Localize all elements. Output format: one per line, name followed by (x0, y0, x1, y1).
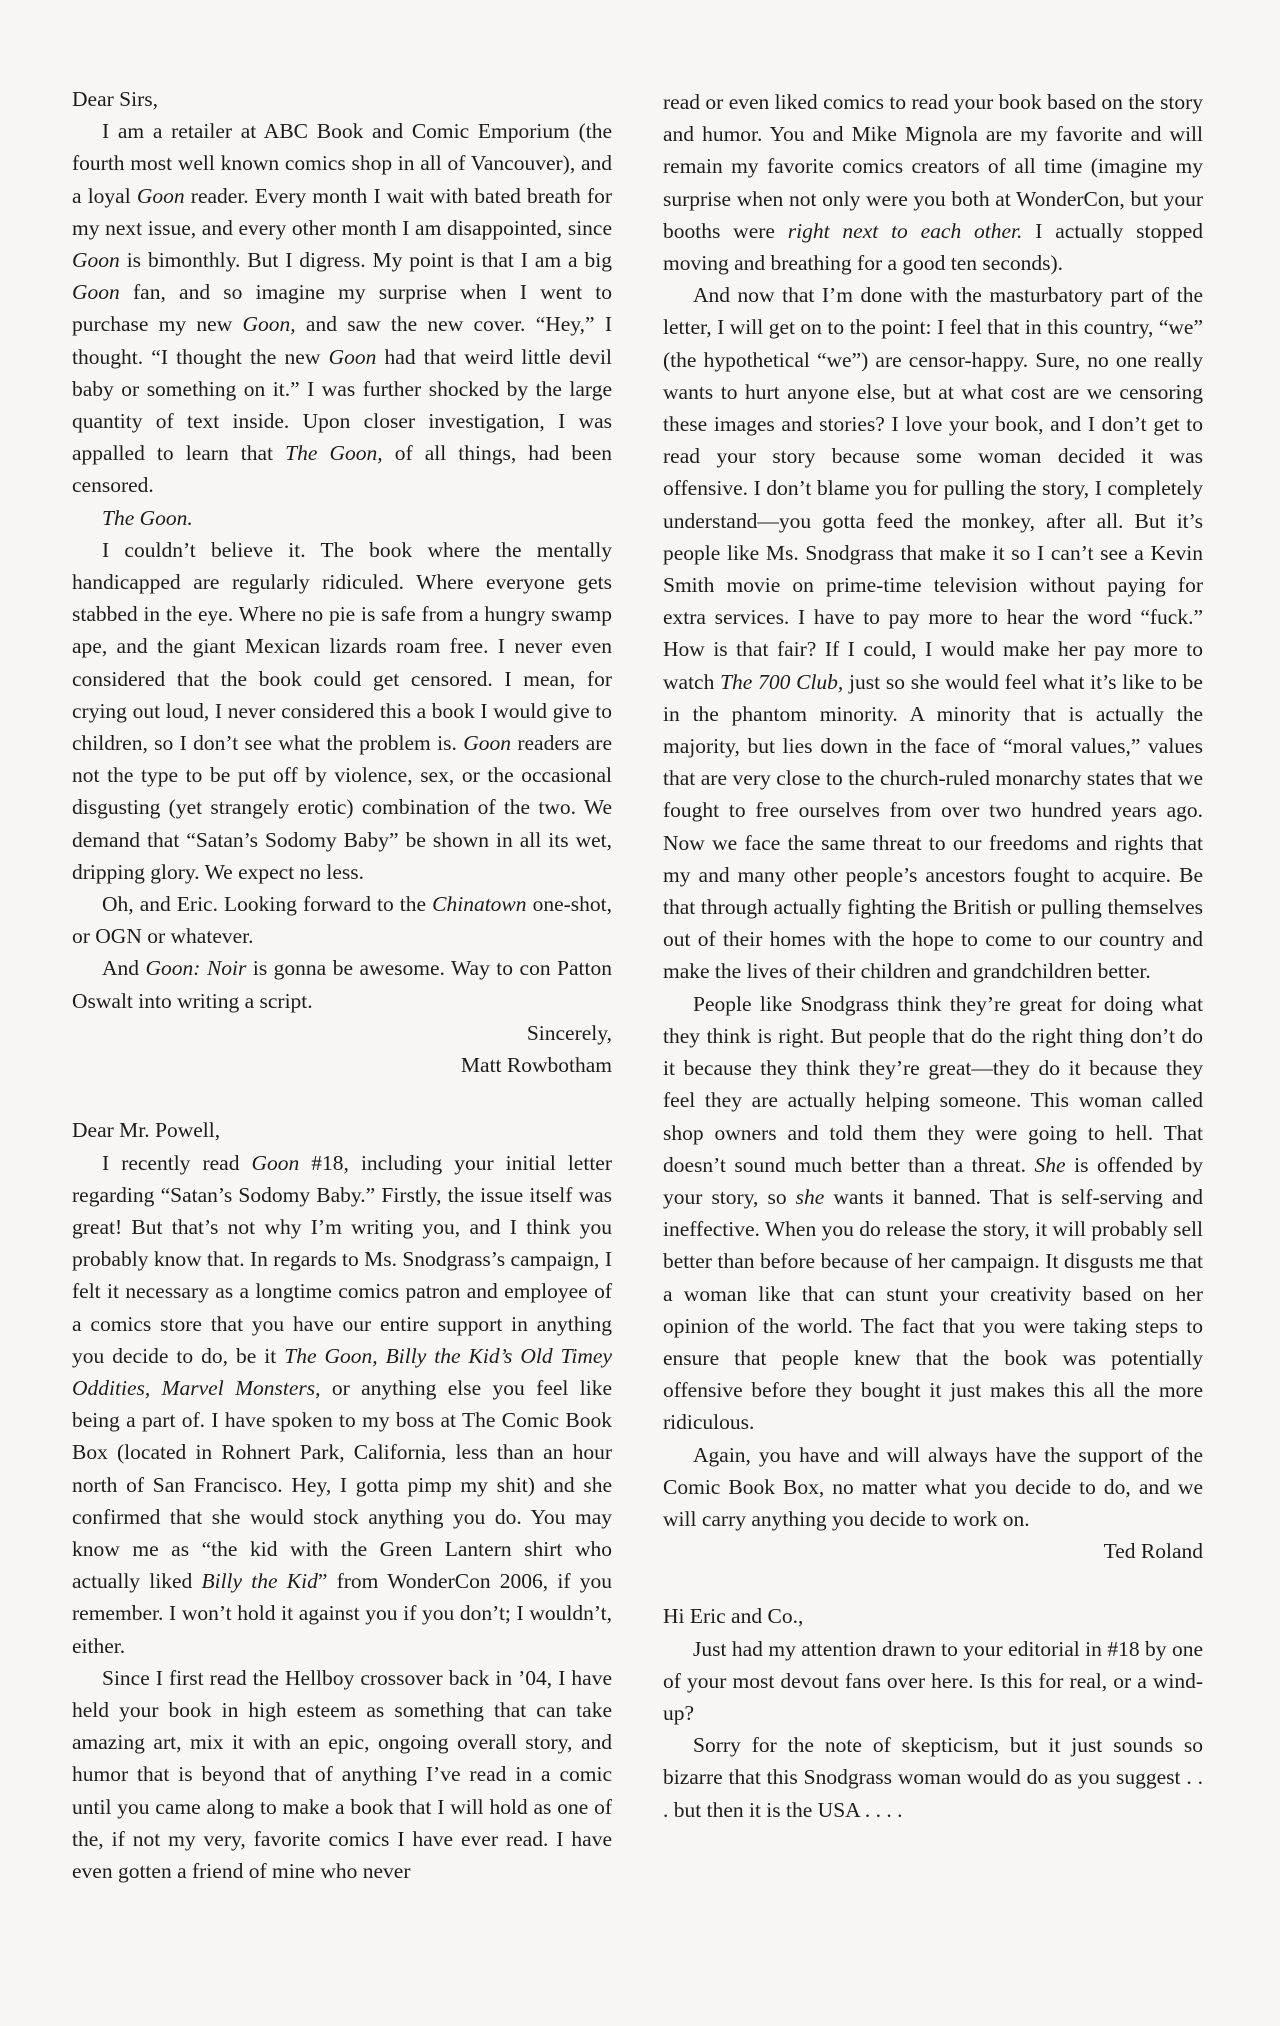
paragraph: People like Snodgrass think they’re great for doing what they think is right. But people that do the right thing don’t do it because they think they’re great—they do it because they feel they are actually helping someone. This woman called shop owners and told them they were going to hell. That doesn’t sound much better than a threat. She is offended by your story, so she wants it banned. That is self-serving and ineffective. When you do release the story, it will probably sell better than before because of her campaign. It disgusts me that a woman like that can stunt your creativity based on her opinion of the world. The fact that you were taking steps to ensure that people knew that the book was potentially offensive before they bought it just makes this all the more ridiculous. (663, 991, 1204, 1435)
letter-gap (72, 1081, 612, 1114)
right-column (663, 86, 1203, 1826)
paragraph: And now that I’m done with the masturbatory part of the letter, I will get on to the point: I feel that in this country, “we” (the hypothetical “we”) are censor-happy. Sure, no one really wants to hurt anyone else, but at what cost are we censoring these images and stories? I love your book, and I don’t get to read your story because some woman decided it was offensive. I don’t blame you for pulling the story, I completely understand—you gotta feed the monkey, after all. But it’s people like Ms. Snodgrass that make it so I can’t see a Kevin Smith movie on prime-time television without paying for extra services. I have to pay more to hear the word “fuck.” How is that fair? If I could, I would make her pay more to watch The 700 Club, just so she would feel what it’s like to be in the phantom minority. A minority that is actually the majority, but lies down in the face of “moral values,” values that are very close to the church-ruled monarchy states that we fought to free ourselves from over two hundred years ago. Now we face the same threat to our freedoms and rights that my and many other people’s ancestors fought to acquire. Be that through actually fighting the British or pulling themselves out of their homes with the hope to come to our country and make the lives of their children and grandchildren better. (663, 283, 1203, 984)
salutation: Hi Eric and Co., (663, 1604, 804, 1629)
paragraph: Oh, and Eric. Looking forward to the Chinatown one-shot, or OGN or whatever. (72, 892, 612, 949)
closing: Sincerely, (526, 1020, 612, 1045)
paragraph-continued: read or even liked comics to read your book based on the story and humor. You and Mike Mignola are my favorite and will remain my favorite comics creators of all time (imagine my surprise when not only were you both at WonderCon, but your booths were right next to each other. I actually stopped moving and breathing for a good ten seconds). (663, 90, 1204, 276)
paragraph: Since I first read the Hellboy crossover back in ’04, I have held your book in high esteem as something that can take amazing art, mix it with an epic, ongoing overall story, and humor that is beyond that of anything I’ve read in a comic until you came along to make a book that I will hold as one of the, if not my very, favorite comics I have ever read. I have even gotten a friend of mine who never (72, 1665, 612, 1883)
paragraph: The Goon. (102, 505, 193, 530)
salutation: Dear Sirs, (72, 87, 158, 111)
letter-roland-start (72, 1114, 612, 1887)
paragraph: Just had my attention drawn to your editorial in #18 by one of your most devout fans over here. Is this for real, or a wind-up? (663, 1636, 1203, 1725)
letter-roland-continued (663, 86, 1203, 1567)
left-column (72, 83, 612, 1887)
salutation: Dear Mr. Powell, (72, 1118, 221, 1143)
paragraph: I recently read Goon #18, including your initial letter regarding “Satan’s Sodomy Baby.” Firstly, the issue itself was great! But that’s not why I’m writing you, and I think you probably know that. In regards to Ms. Snodgrass’s campaign, I felt it necessary as a longtime comics patron and employee of a comics store that you have our entire support in anything you decide to do, be it The Goon, Billy the Kid’s Old Timey Oddities, Marvel Monsters, or anything else you feel like being a part of. I have spoken to my boss at The Comic Book Box (located in Rohnert Park, California, less than an hour north of San Francisco. Hey, I gotta pimp my shit) and she confirmed that she would stock anything you do. You may know me as “the kid with the Green Lantern shirt who actually liked Billy the Kid” from WonderCon 2006, if you remember. I won’t hold it against you if you don’t; I wouldn’t, either. (72, 1150, 612, 1658)
paragraph: Again, you have and will always have the support of the Comic Book Box, no matter what you decide to do, and we will carry anything you decide to work on. (663, 1442, 1203, 1531)
letter-gap (663, 1567, 1203, 1600)
paragraph: I couldn’t believe it. The book where the mentally handicapped are regularly ridiculed. Where everyone gets stabbed in the eye. Where no pie is safe from a hungry swamp ape, and the giant Mexican lizards roam free. I never even considered that the book could get censored. I mean, for crying out loud, I never considered this a book I would give to children, so I don’t see what the problem is. Goon readers are not the type to be put off by violence, sex, or the occasional disgusting (yet strangely erotic) combination of the two. We demand that “Satan’s Sodomy Baby” be shown in all its wet, dripping glory. We expect no less. (72, 537, 612, 884)
paragraph: And Goon: Noir is gonna be awesome. Way to con Patton Oswalt into writing a script. (72, 956, 612, 1013)
paragraph: I am a retailer at ABC Book and Comic Emporium (the fourth most well known comics shop in all of Vancouver), and a loyal Goon reader. Every month I wait with bated breath for my next issue, and every other month I am disappointed, since Goon is bimonthly. But I digress. My point is that I am a big Goon fan, and so imagine my surprise when I went to purchase my new Goon, and saw the new cover. “Hey,” I thought. “I thought the new Goon had that weird little devil baby or something on it.” I was further shocked by the large quantity of text inside. Upon closer investigation, I was appalled to learn that The Goon, of all things, had been censored. (72, 119, 613, 498)
signature: Matt Rowbotham (460, 1053, 612, 1078)
paragraph: Sorry for the note of skepticism, but it just sounds so bizarre that this Snodgrass woman would do as you suggest . . . but then it is the USA . . . . (663, 1733, 1203, 1822)
signature: Ted Roland (1103, 1539, 1203, 1564)
letter-third (663, 1600, 1203, 1825)
letter-rowbotham (72, 83, 612, 1081)
